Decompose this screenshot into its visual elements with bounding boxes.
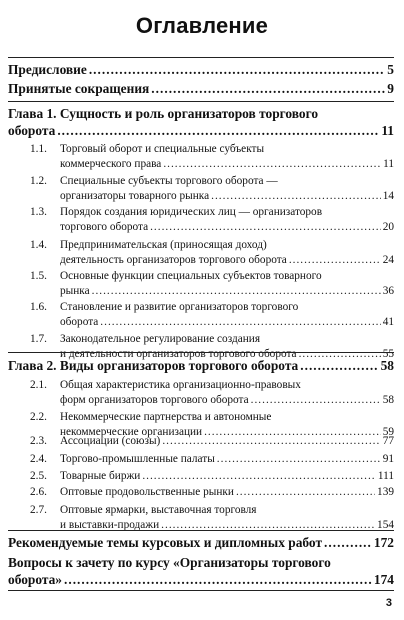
toc-section-1-3[interactable] <box>8 205 394 235</box>
page-ref: 5 <box>387 62 394 77</box>
section-title-line: Становление и развитие организаторов торгового <box>60 301 299 313</box>
toc-section-1-4[interactable] <box>8 238 394 268</box>
section-number: 1.2. <box>30 175 47 187</box>
section-number: 1.6. <box>30 301 47 313</box>
section-title-line: Порядок создания юридических лиц — организаторов <box>60 206 323 218</box>
separator-rule <box>8 57 394 58</box>
section-number: 2.7. <box>30 504 47 516</box>
section-title-line: и деятельности организаторов торгового оборота <box>60 348 297 360</box>
section-title-line: деятельность организаторов торгового оборота <box>60 254 287 266</box>
page-ref: 14 <box>382 190 394 202</box>
page-number: 3 <box>385 597 392 609</box>
page-ref: 174 <box>373 572 394 587</box>
toc-entry-recommended-topics[interactable] <box>8 534 394 551</box>
section-number: 2.4. <box>30 453 47 465</box>
dot-leader <box>162 434 380 449</box>
page-ref: 20 <box>382 221 394 233</box>
page-ref: 58 <box>382 394 394 406</box>
section-title-line: торгового оборота <box>60 221 149 233</box>
section-title-line: Товарные биржи <box>60 470 141 482</box>
section-title-line: Специальные субъекты торгового оборота — <box>60 175 278 187</box>
dot-leader <box>150 220 381 235</box>
section-title-line: Торгово-промышленные палаты <box>60 453 215 465</box>
dot-leader <box>289 253 381 268</box>
section-number: 1.4. <box>30 239 47 251</box>
section-title-line: некоммерческие организации <box>60 426 203 438</box>
section-title-line: оборота <box>60 316 99 328</box>
section-title-line: Законодательное регулирование создания <box>60 333 261 345</box>
page-ref: 9 <box>387 81 394 96</box>
toc-entry-label: Вопросы к зачету по курсу «Организаторы торгового <box>8 555 331 570</box>
section-number: 2.5. <box>30 470 47 482</box>
dot-leader <box>89 61 385 78</box>
toc-entry-label: Предисловие <box>8 62 87 77</box>
section-number: 2.6. <box>30 486 47 498</box>
section-title-line: Общая характеристика организационно-правовых <box>60 379 301 391</box>
page-ref: 11 <box>383 158 394 170</box>
separator-rule <box>8 590 394 591</box>
toc-section-2-6[interactable] <box>8 485 394 501</box>
section-title-line: Торговый оборот и специальные субъекты <box>60 143 265 155</box>
toc-section-2-5[interactable] <box>8 469 394 485</box>
section-title-line: Некоммерческие партнерства и автономные <box>60 411 272 423</box>
page-ref: 139 <box>377 486 394 498</box>
page-ref: 24 <box>382 254 394 266</box>
separator-rule <box>8 101 394 102</box>
toc-entry-exam-questions[interactable] <box>8 554 394 588</box>
separator-rule <box>8 352 394 353</box>
section-number: 2.2. <box>30 411 47 423</box>
dot-leader <box>64 571 372 588</box>
section-title-line: коммерческого права <box>60 158 162 170</box>
toc-section-2-1[interactable] <box>8 378 394 408</box>
section-title-line: и выставки-продажи <box>60 519 160 531</box>
dot-leader <box>236 485 375 500</box>
toc-chapter-1[interactable] <box>8 105 394 139</box>
chapter-title-line: Глава 1. Сущность и роль организаторов торгового <box>8 106 319 121</box>
toc-entry-preface[interactable] <box>8 61 394 78</box>
section-title-line: Ассоциации (союзы) <box>60 435 161 447</box>
toc-section-1-2[interactable] <box>8 174 394 204</box>
page-ref: 58 <box>380 358 394 373</box>
toc-entry-label: Рекомендуемые темы курсовых и дипломных работ <box>8 535 323 550</box>
toc-section-2-3[interactable] <box>8 434 394 450</box>
section-number: 1.7. <box>30 333 47 345</box>
section-title-line: Оптовые ярмарки, выставочная торговля <box>60 504 257 516</box>
section-number: 2.3. <box>30 435 47 447</box>
page-ref: 154 <box>377 519 394 531</box>
dot-leader <box>163 157 381 172</box>
toc-chapter-2[interactable] <box>8 357 394 374</box>
dot-leader <box>324 534 372 551</box>
chapter-title-line: оборота <box>8 123 56 138</box>
section-number: 1.5. <box>30 270 47 282</box>
dot-leader <box>57 122 379 139</box>
page-ref: 59 <box>382 426 394 438</box>
dot-leader <box>142 469 376 484</box>
page-ref: 11 <box>381 123 394 138</box>
separator-rule <box>8 530 394 531</box>
page-ref: 111 <box>377 470 394 482</box>
page-ref: 41 <box>382 316 394 328</box>
section-title-line: Предпринимательская (приносящая доход) <box>60 239 267 251</box>
dot-leader <box>211 189 381 204</box>
page-ref: 77 <box>382 435 394 447</box>
toc-section-2-4[interactable] <box>8 452 394 468</box>
toc-entry-label: оборота» <box>8 572 63 587</box>
toc-title: Оглавление <box>135 13 269 38</box>
page-ref: 55 <box>382 348 394 360</box>
dot-leader <box>151 80 385 97</box>
toc-section-1-5[interactable] <box>8 269 394 299</box>
toc-section-1-6[interactable] <box>8 300 394 330</box>
section-number: 1.3. <box>30 206 47 218</box>
dot-leader <box>251 393 381 408</box>
page-ref: 172 <box>373 535 394 550</box>
section-title-line: Основные функции специальных субъектов товарного <box>60 270 322 282</box>
dot-leader <box>300 357 378 374</box>
section-number: 2.1. <box>30 379 47 391</box>
chapter-title-line: Глава 2. Виды организаторов торгового оборота <box>8 358 299 373</box>
dot-leader <box>100 315 380 330</box>
section-title-line: Оптовые продовольственные рынки <box>60 486 234 498</box>
section-number: 1.1. <box>30 143 47 155</box>
toc-section-2-7[interactable] <box>8 503 394 533</box>
section-title-line: форм организаторов торгового оборота <box>60 394 249 406</box>
page-ref: 91 <box>382 453 394 465</box>
dot-leader <box>217 452 381 467</box>
toc-entry-abbreviations[interactable] <box>8 80 394 97</box>
section-title-line: организаторы товарного рынка <box>60 190 210 202</box>
section-title-line: рынка <box>60 285 90 297</box>
page-ref: 36 <box>382 285 394 297</box>
dot-leader <box>92 284 381 299</box>
toc-entry-label: Принятые сокращения <box>8 81 150 96</box>
toc-section-1-1[interactable] <box>8 142 394 172</box>
